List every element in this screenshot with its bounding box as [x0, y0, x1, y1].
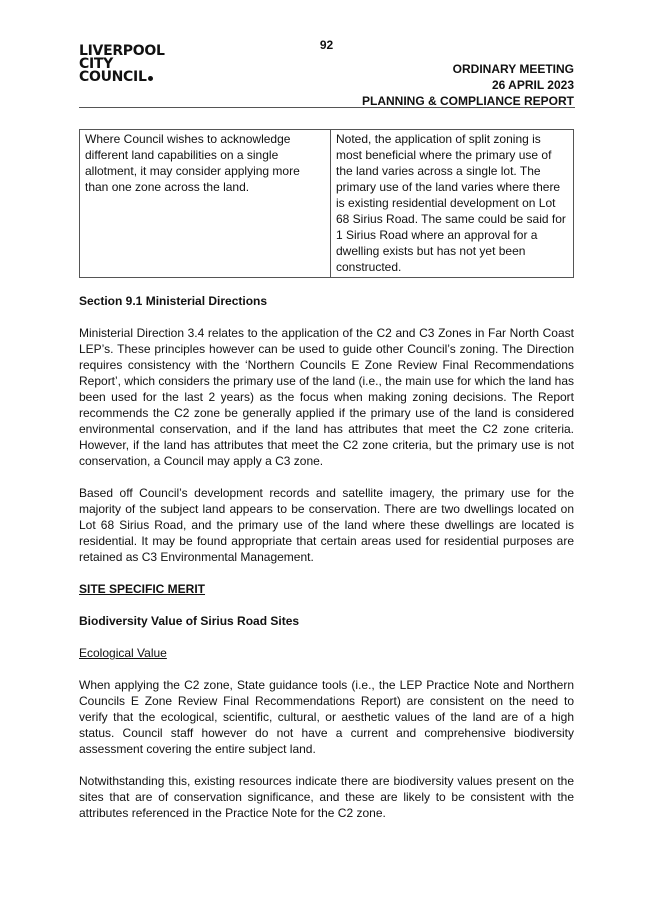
ecological-value-heading: Ecological Value [79, 646, 167, 660]
ecological-paragraph-1: When applying the C2 zone, State guidance tools (i.e., the LEP Practice Note and Northern Councils E Zone Review Final Recommendations Report) are consistent on the need to verify that the ecological, scientific, cultural, or aesthetic values of the land are of a high status. Council staff however do not have a current and comprehensive biodiversity assessment covering the entire subject land. [79, 678, 574, 756]
table-cell-guidance: Where Council wishes to acknowledge different land capabilities on a single allotment, it may consider applying more than one zone across the land. [80, 130, 331, 278]
logo-line-2: CITY [79, 56, 113, 72]
logo-line-1: LIVERPOOL [79, 43, 165, 59]
ministerial-directions-heading: Section 9.1 Ministerial Directions [79, 294, 268, 308]
consultation-table [79, 129, 574, 278]
logo-line-3 [79, 71, 165, 84]
report-name: PLANNING & COMPLIANCE REPORT [361, 94, 574, 108]
header-divider [79, 107, 575, 108]
ministerial-paragraph-1: Ministerial Direction 3.4 relates to the application of the C2 and C3 Zones in Far North Coast LEP’s. These principles however can be used to guide other Council’s zoning. The Direction requires consistency with the ‘Northern Councils E Zone Review Final Recommendations Report’, which considers the primary use of the land (i.e., the main use for which the land has been used for the last 2 years) as the focus when making zoning decisions. The Report recommends the C2 zone be generally applied if the primary use of the land is considered environmental conservation, and if the land has attributes that meet the C2 zone criteria. However, if the land has attributes that meet the C2 zone criteria, but the primary use is not conservation, a Council may apply a C3 zone. [79, 326, 574, 468]
table-row [80, 130, 574, 278]
meeting-type: ORDINARY MEETING [452, 62, 574, 76]
ecological-paragraph-2: Notwithstanding this, existing resources indicate there are biodiversity values present on the sites that are of conservation significance, and these are likely to be consistent with the attributes referenced in the Practice Note for the C2 zone. [79, 774, 574, 820]
meeting-info [362, 61, 574, 109]
page-number: 92 [319, 38, 334, 52]
logo-line-3-text: COUNCIL [79, 69, 147, 85]
report-body [79, 129, 574, 821]
logo-dot-icon [148, 76, 153, 81]
table-cell-response: Noted, the application of split zoning is most beneficial where the primary use of the land varies across a single lot. The primary use of the land varies where there is existing residential development on Lot 68 Sirius Road. The same could be said for 1 Sirius Road where an approval for a dwelling exists but has not yet been constructed. [331, 130, 574, 278]
meeting-date: 26 APRIL 2023 [491, 78, 574, 92]
council-logo [79, 45, 165, 84]
site-specific-merit-heading: SITE SPECIFIC MERIT [79, 582, 206, 596]
biodiversity-heading: Biodiversity Value of Sirius Road Sites [79, 614, 300, 628]
ministerial-paragraph-2: Based off Council’s development records and satellite imagery, the primary use for the majority of the subject land appears to be conservation. There are two dwellings located on Lot 68 Sirius Road, and the primary use of the land where these dwellings are located is residential. It may be found appropriate that certain areas used for residential purposes are retained as C3 Environmental Management. [79, 486, 574, 564]
